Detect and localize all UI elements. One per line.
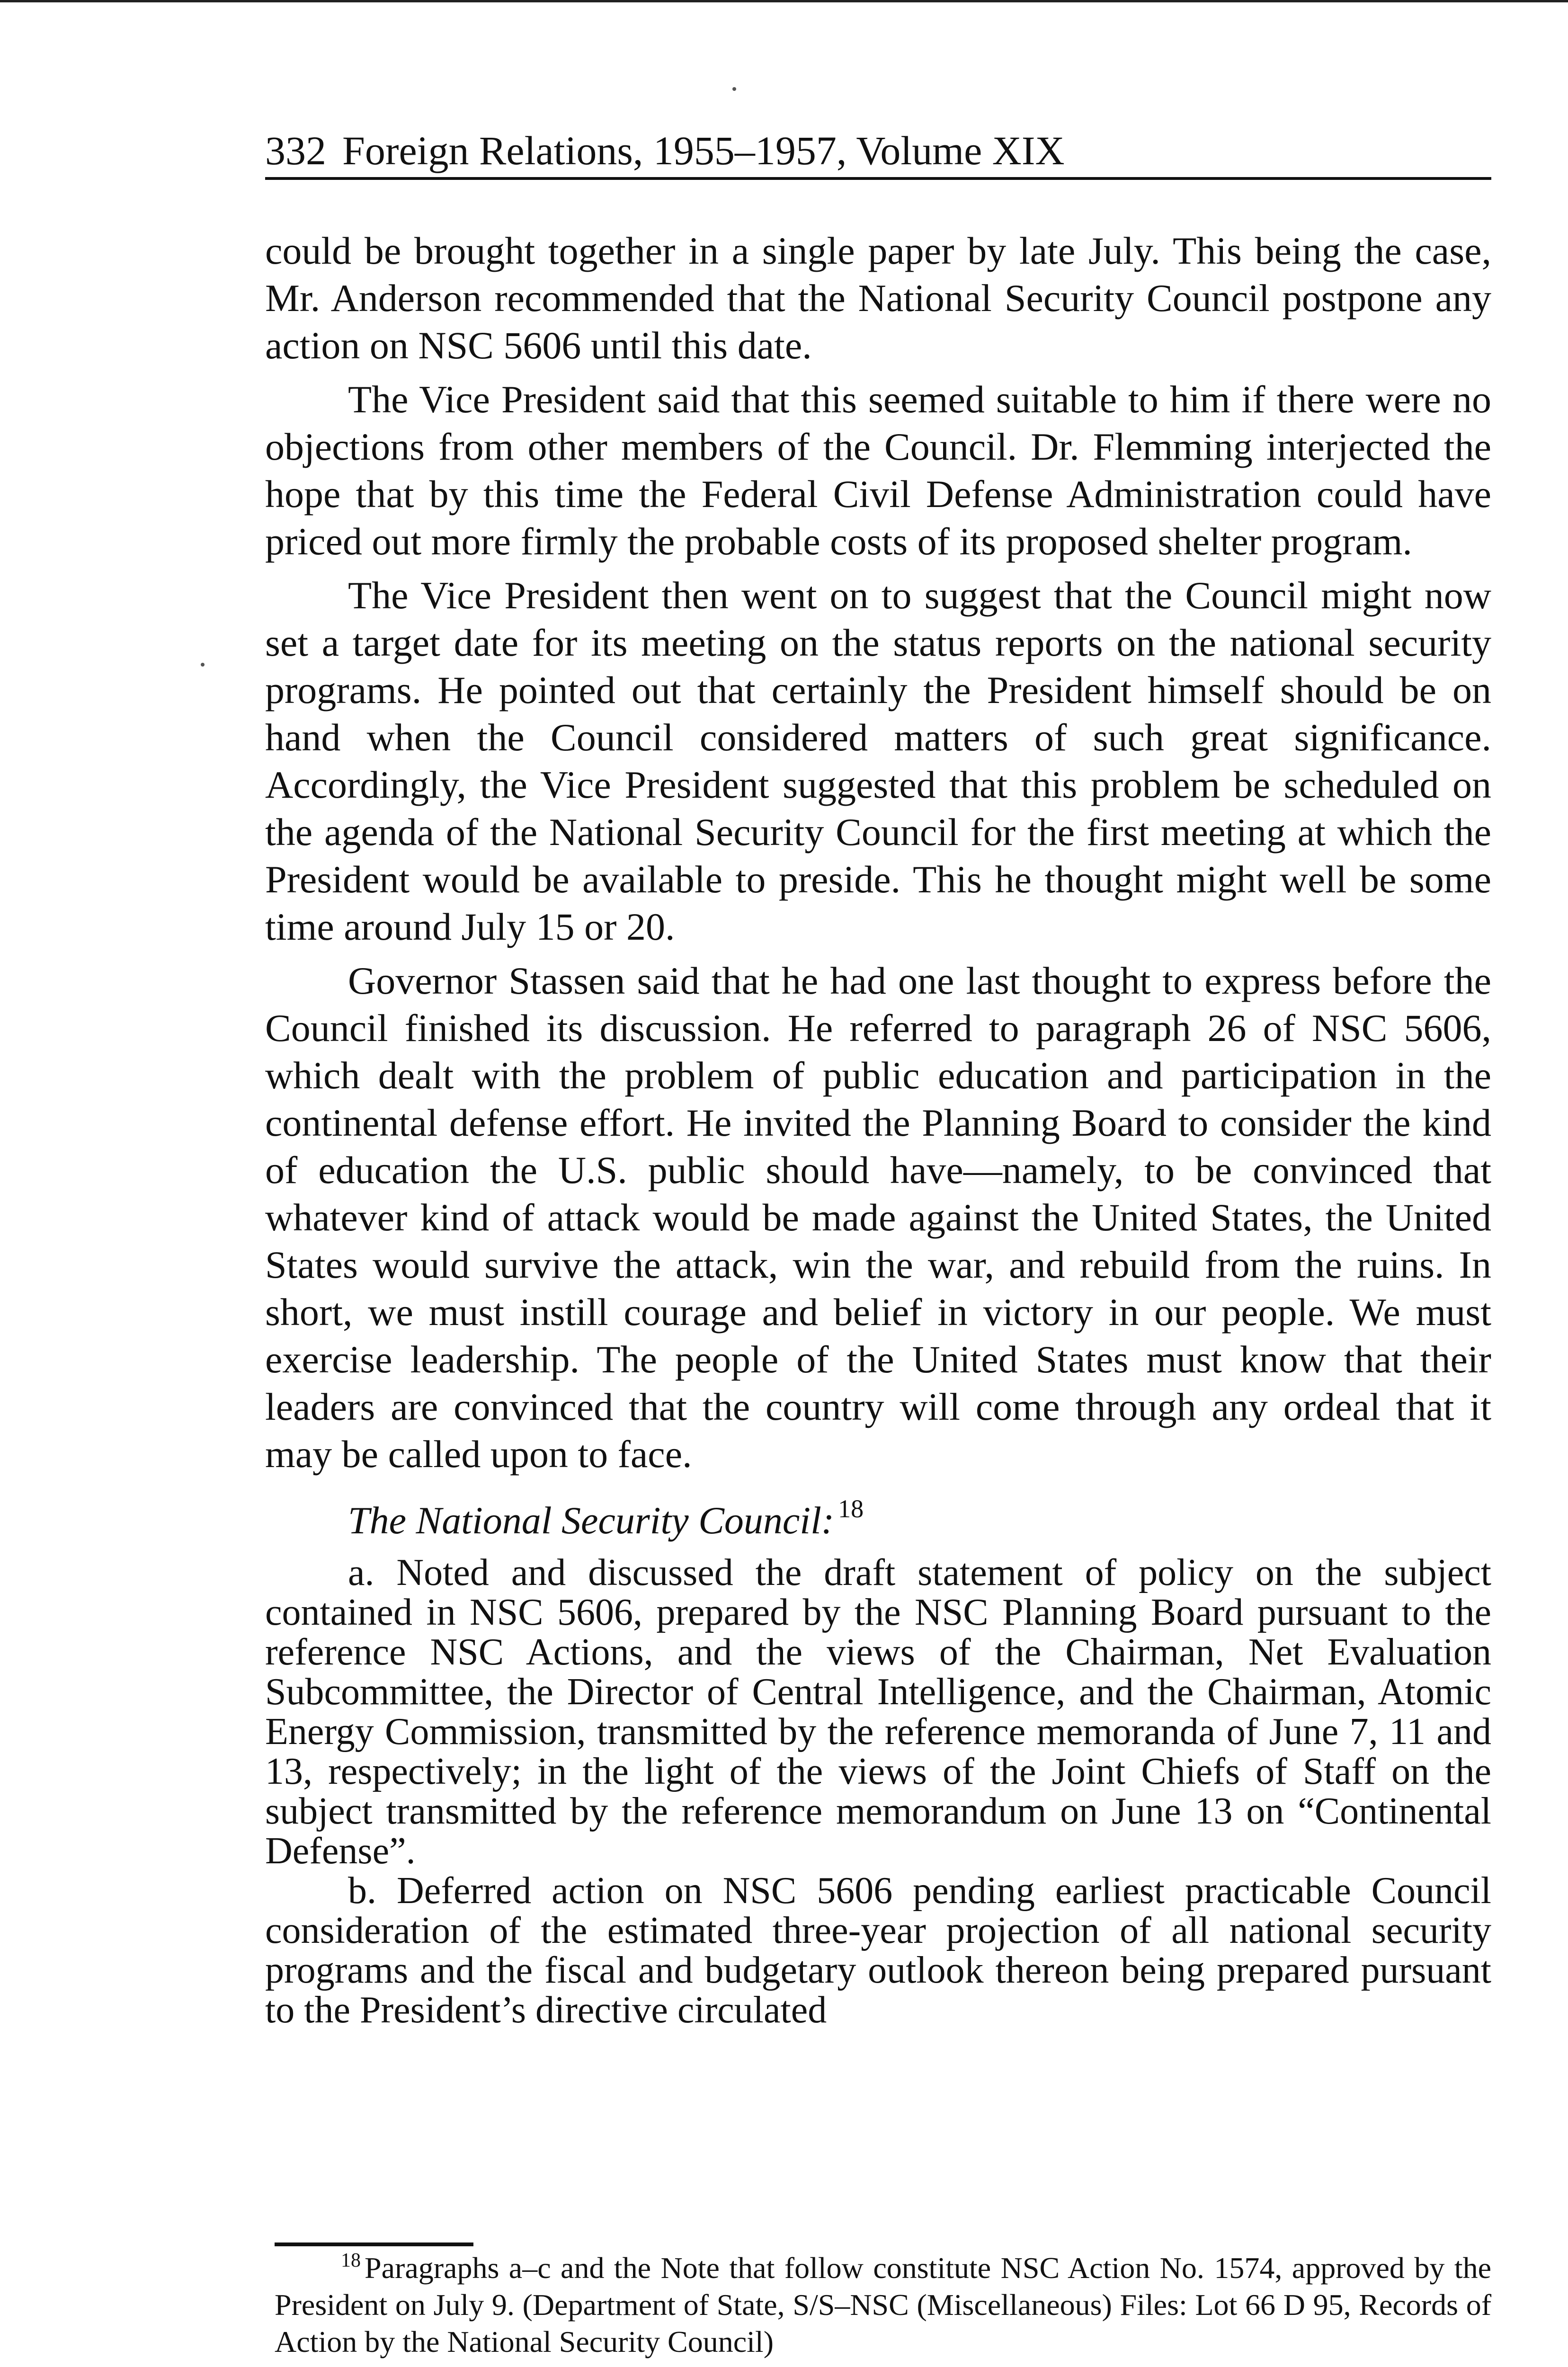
- council-action-heading: [265, 1497, 1491, 1544]
- action-item-b: b. Deferred action on NSC 5606 pending earliest practicable Council consideration of the estimated three-year projection of all national security programs and the fiscal and budgetary outlook thereon being prepared pursuant to the President’s directive circulated: [265, 1870, 1491, 2031]
- footnote-divider: [275, 2242, 473, 2246]
- page-top-border: [0, 0, 1568, 2]
- paragraph-vice-president-reply: The Vice President said that this seemed suitable to him if there were no objections from other members of the Council. Dr. Flemming interjected the hope that by this time the Federal Civil Defense Administration could have priced out more firmly the probable costs of its proposed shelter program.: [265, 378, 1491, 563]
- footnote-text: Paragraphs a–c and the Note that follow constitute NSC Action No. 1574, approved by the President on July 9. (Department of State, S/S–NSC (Miscellaneous) Files: Lot 66 D 95, Records of Action by the National Security Council): [275, 2251, 1491, 2358]
- page-number: 332: [265, 128, 326, 173]
- council-heading-text: The National Security Council:: [348, 1499, 835, 1542]
- paragraph-continuation: could be brought together in a single paper by late July. This being the case, Mr. Anderson recommended that the National Security Council postpone any action on NSC 5606 until this date.: [265, 229, 1491, 367]
- scan-speck: [201, 663, 205, 667]
- running-header: [265, 124, 1491, 180]
- action-item-a: a. Noted and discussed the draft statement of policy on the subject contained in NSC 5606, prepared by the NSC Planning Board pursuant to the reference NSC Actions, and the views of the Chairman, Net Evaluation Subcommittee, the Director of Central Intelligence, and the Chairman, Atomic Energy Commission, transmitted by the reference memoranda of June 7, 11 and 13, respectively; in the light of the views of the Joint Chiefs of Staff on the subject transmitted by the reference memorandum on June 13 on “Continental Defense”.: [265, 1552, 1491, 1872]
- running-title: Foreign Relations, 1955–1957, Volume XIX: [342, 128, 1065, 173]
- footnote-18: [275, 2250, 1491, 2360]
- paragraph-target-date: The Vice President then went on to suggest that the Council might now set a target date for its meeting on the status reports on the national security programs. He pointed out that certainly the President himself should be on hand when the Council considered matters of such great significance. Accordingly, the Vice President suggested that this problem be scheduled on the agenda of the National Security Council for the first meeting at which the President would be available to preside. This he thought might well be some time around July 15 or 20.: [265, 574, 1491, 948]
- paragraph-stassen: Governor Stassen said that he had one last thought to express before the Council finished its discussion. He referred to paragraph 26 of NSC 5606, which dealt with the problem of public education and participation in the continental defense effort. He invited the Planning Board to consider the kind of education the U.S. public should have—namely, to be convinced that whatever kind of attack would be made against the United States, the United States would survive the attack, win the war, and rebuild from the ruins. In short, we must instill courage and belief in victory in our people. We must exercise leadership. The people of the United States must know that their leaders are convinced that the country will come through any ordeal that it may be called upon to face.: [265, 959, 1491, 1476]
- footnote-number: 18: [341, 2250, 361, 2271]
- scan-speck: [732, 87, 736, 91]
- footnote-reference: 18: [838, 1495, 864, 1523]
- page-body: [265, 227, 1491, 2030]
